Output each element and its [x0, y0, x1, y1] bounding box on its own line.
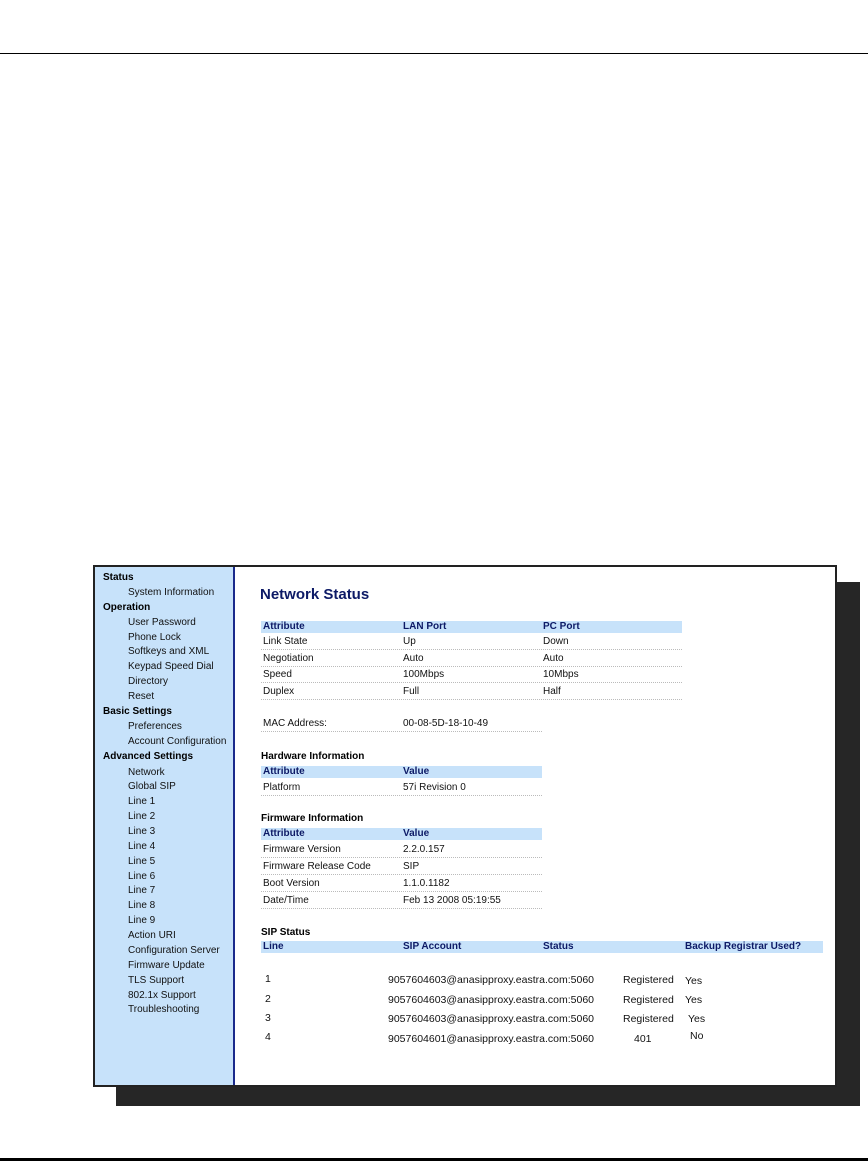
mac-address-label: MAC Address: — [263, 718, 327, 729]
cell-pc-port: 10Mbps — [543, 669, 579, 680]
nav-item-global-sip[interactable]: Global SIP — [128, 781, 176, 792]
mac-address-value: 00-08-5D-18-10-49 — [403, 718, 489, 729]
nav-item-line-5[interactable]: Line 5 — [128, 856, 156, 867]
table-row — [261, 843, 542, 858]
nav-item-action-uri[interactable]: Action URI — [128, 930, 176, 941]
nav-item-tls-support[interactable]: TLS Support — [128, 975, 185, 986]
cell-value: Feb 13 2008 05:19:55 — [403, 895, 501, 906]
hardware-col-value: Value — [403, 766, 430, 777]
nav-item-line-1[interactable]: Line 1 — [128, 796, 156, 807]
cell-sip-account: 9057604603@anasipproxy.eastra.com:5060 — [388, 974, 595, 986]
cell-attribute: Firmware Release Code — [263, 861, 371, 872]
cell-attribute: Firmware Version — [263, 844, 341, 855]
network-col-lan-port: LAN Port — [403, 621, 447, 632]
nav-item-keypad-speed-dial[interactable]: Keypad Speed Dial — [128, 661, 214, 672]
table-row — [261, 1012, 823, 1028]
table-row — [261, 668, 682, 683]
page-title: Network Status — [260, 586, 370, 603]
table-row — [261, 635, 682, 650]
cell-status: Registered — [623, 1013, 674, 1025]
nav-item-preferences[interactable]: Preferences — [128, 721, 182, 732]
nav-item-softkeys-xml[interactable]: Softkeys and XML — [128, 646, 210, 657]
hardware-section-title: Hardware Information — [261, 751, 365, 762]
table-row — [261, 877, 542, 892]
nav-item-line-3[interactable]: Line 3 — [128, 826, 156, 837]
nav-section-advanced-settings[interactable]: Advanced Settings — [103, 751, 194, 762]
cell-lan-port: Up — [403, 636, 416, 647]
firmware-section-title: Firmware Information — [261, 813, 364, 824]
cell-value: SIP — [403, 861, 420, 872]
cell-attribute: Link State — [263, 636, 308, 647]
cell-attribute: Platform — [263, 782, 301, 793]
cell-status: Registered — [623, 974, 674, 986]
firmware-col-value: Value — [403, 828, 430, 839]
cell-pc-port: Auto — [543, 653, 564, 664]
table-row — [261, 652, 682, 667]
cell-value: 57i Revision 0 — [403, 782, 466, 793]
cell-line: 4 — [265, 1031, 271, 1043]
nav-item-directory[interactable]: Directory — [128, 676, 169, 687]
cell-lan-port: Full — [403, 686, 420, 697]
page-top-rule — [0, 53, 868, 54]
cell-backup-registrar: Yes — [685, 975, 703, 987]
sip-table-header — [261, 941, 823, 953]
cell-attribute: Speed — [263, 669, 292, 680]
firmware-col-attribute: Attribute — [263, 828, 305, 839]
nav-item-line-9[interactable]: Line 9 — [128, 915, 156, 926]
table-row — [261, 1031, 823, 1047]
table-row — [261, 894, 542, 909]
nav-item-troubleshooting[interactable]: Troubleshooting — [128, 1004, 200, 1015]
cell-backup-registrar: Yes — [685, 994, 703, 1006]
network-col-attribute: Attribute — [263, 621, 305, 632]
mac-address-row — [261, 717, 542, 732]
nav-item-line-7[interactable]: Line 7 — [128, 885, 156, 896]
cell-pc-port: Half — [543, 686, 561, 697]
cell-value: 2.2.0.157 — [403, 844, 445, 855]
cell-pc-port: Down — [543, 636, 569, 647]
nav-section-status[interactable]: Status — [103, 572, 134, 583]
nav-item-8021x-support[interactable]: 802.1x Support — [128, 990, 196, 1001]
cell-status: Registered — [623, 994, 674, 1006]
page-bottom-rule — [0, 1158, 868, 1161]
nav-item-line-2[interactable]: Line 2 — [128, 811, 156, 822]
cell-status: 401 — [634, 1033, 652, 1045]
cell-attribute: Boot Version — [263, 878, 320, 889]
nav-item-system-information[interactable]: System Information — [128, 587, 215, 598]
hardware-table-header — [261, 766, 542, 778]
nav-item-account-configuration[interactable]: Account Configuration — [128, 736, 227, 747]
main-content — [235, 567, 835, 1085]
cell-line: 3 — [265, 1012, 271, 1024]
nav-section-operation[interactable]: Operation — [103, 602, 151, 613]
cell-attribute: Date/Time — [263, 895, 309, 906]
nav-section-basic-settings[interactable]: Basic Settings — [103, 706, 172, 717]
nav-item-line-8[interactable]: Line 8 — [128, 900, 156, 911]
network-table-header — [261, 621, 682, 633]
cell-sip-account: 9057604603@anasipproxy.eastra.com:5060 — [388, 994, 595, 1006]
browser-screenshot — [93, 565, 837, 1087]
sidebar-nav — [95, 567, 235, 1085]
nav-item-firmware-update[interactable]: Firmware Update — [128, 960, 205, 971]
sip-col-backup-registrar: Backup Registrar Used? — [685, 941, 802, 952]
hardware-col-attribute: Attribute — [263, 766, 305, 777]
nav-item-line-4[interactable]: Line 4 — [128, 841, 156, 852]
nav-item-line-6[interactable]: Line 6 — [128, 871, 156, 882]
table-row — [261, 973, 823, 989]
table-row — [261, 993, 823, 1009]
cell-attribute: Duplex — [263, 686, 295, 697]
sip-section-title: SIP Status — [261, 927, 311, 938]
cell-sip-account: 9057604603@anasipproxy.eastra.com:5060 — [388, 1013, 595, 1025]
firmware-table-header — [261, 828, 542, 840]
cell-value: 1.1.0.1182 — [403, 878, 450, 889]
nav-item-configuration-server[interactable]: Configuration Server — [128, 945, 220, 956]
sip-col-status: Status — [543, 941, 574, 952]
cell-line: 2 — [265, 993, 271, 1005]
nav-item-reset[interactable]: Reset — [128, 691, 155, 702]
cell-sip-account: 9057604601@anasipproxy.eastra.com:5060 — [388, 1033, 595, 1045]
cell-lan-port: 100Mbps — [403, 669, 445, 680]
cell-backup-registrar: Yes — [688, 1013, 706, 1025]
sip-col-account: SIP Account — [403, 941, 462, 952]
network-col-pc-port: PC Port — [543, 621, 580, 632]
table-row — [261, 685, 682, 700]
table-row — [261, 860, 542, 875]
nav-item-network[interactable]: Network — [128, 767, 165, 778]
nav-item-phone-lock[interactable]: Phone Lock — [128, 632, 181, 643]
cell-attribute: Negotiation — [263, 653, 314, 664]
table-row — [261, 781, 542, 796]
cell-lan-port: Auto — [403, 653, 424, 664]
cell-backup-registrar: No — [690, 1030, 704, 1042]
cell-line: 1 — [265, 973, 271, 985]
sip-col-line: Line — [263, 941, 284, 952]
nav-item-user-password[interactable]: User Password — [128, 617, 196, 628]
